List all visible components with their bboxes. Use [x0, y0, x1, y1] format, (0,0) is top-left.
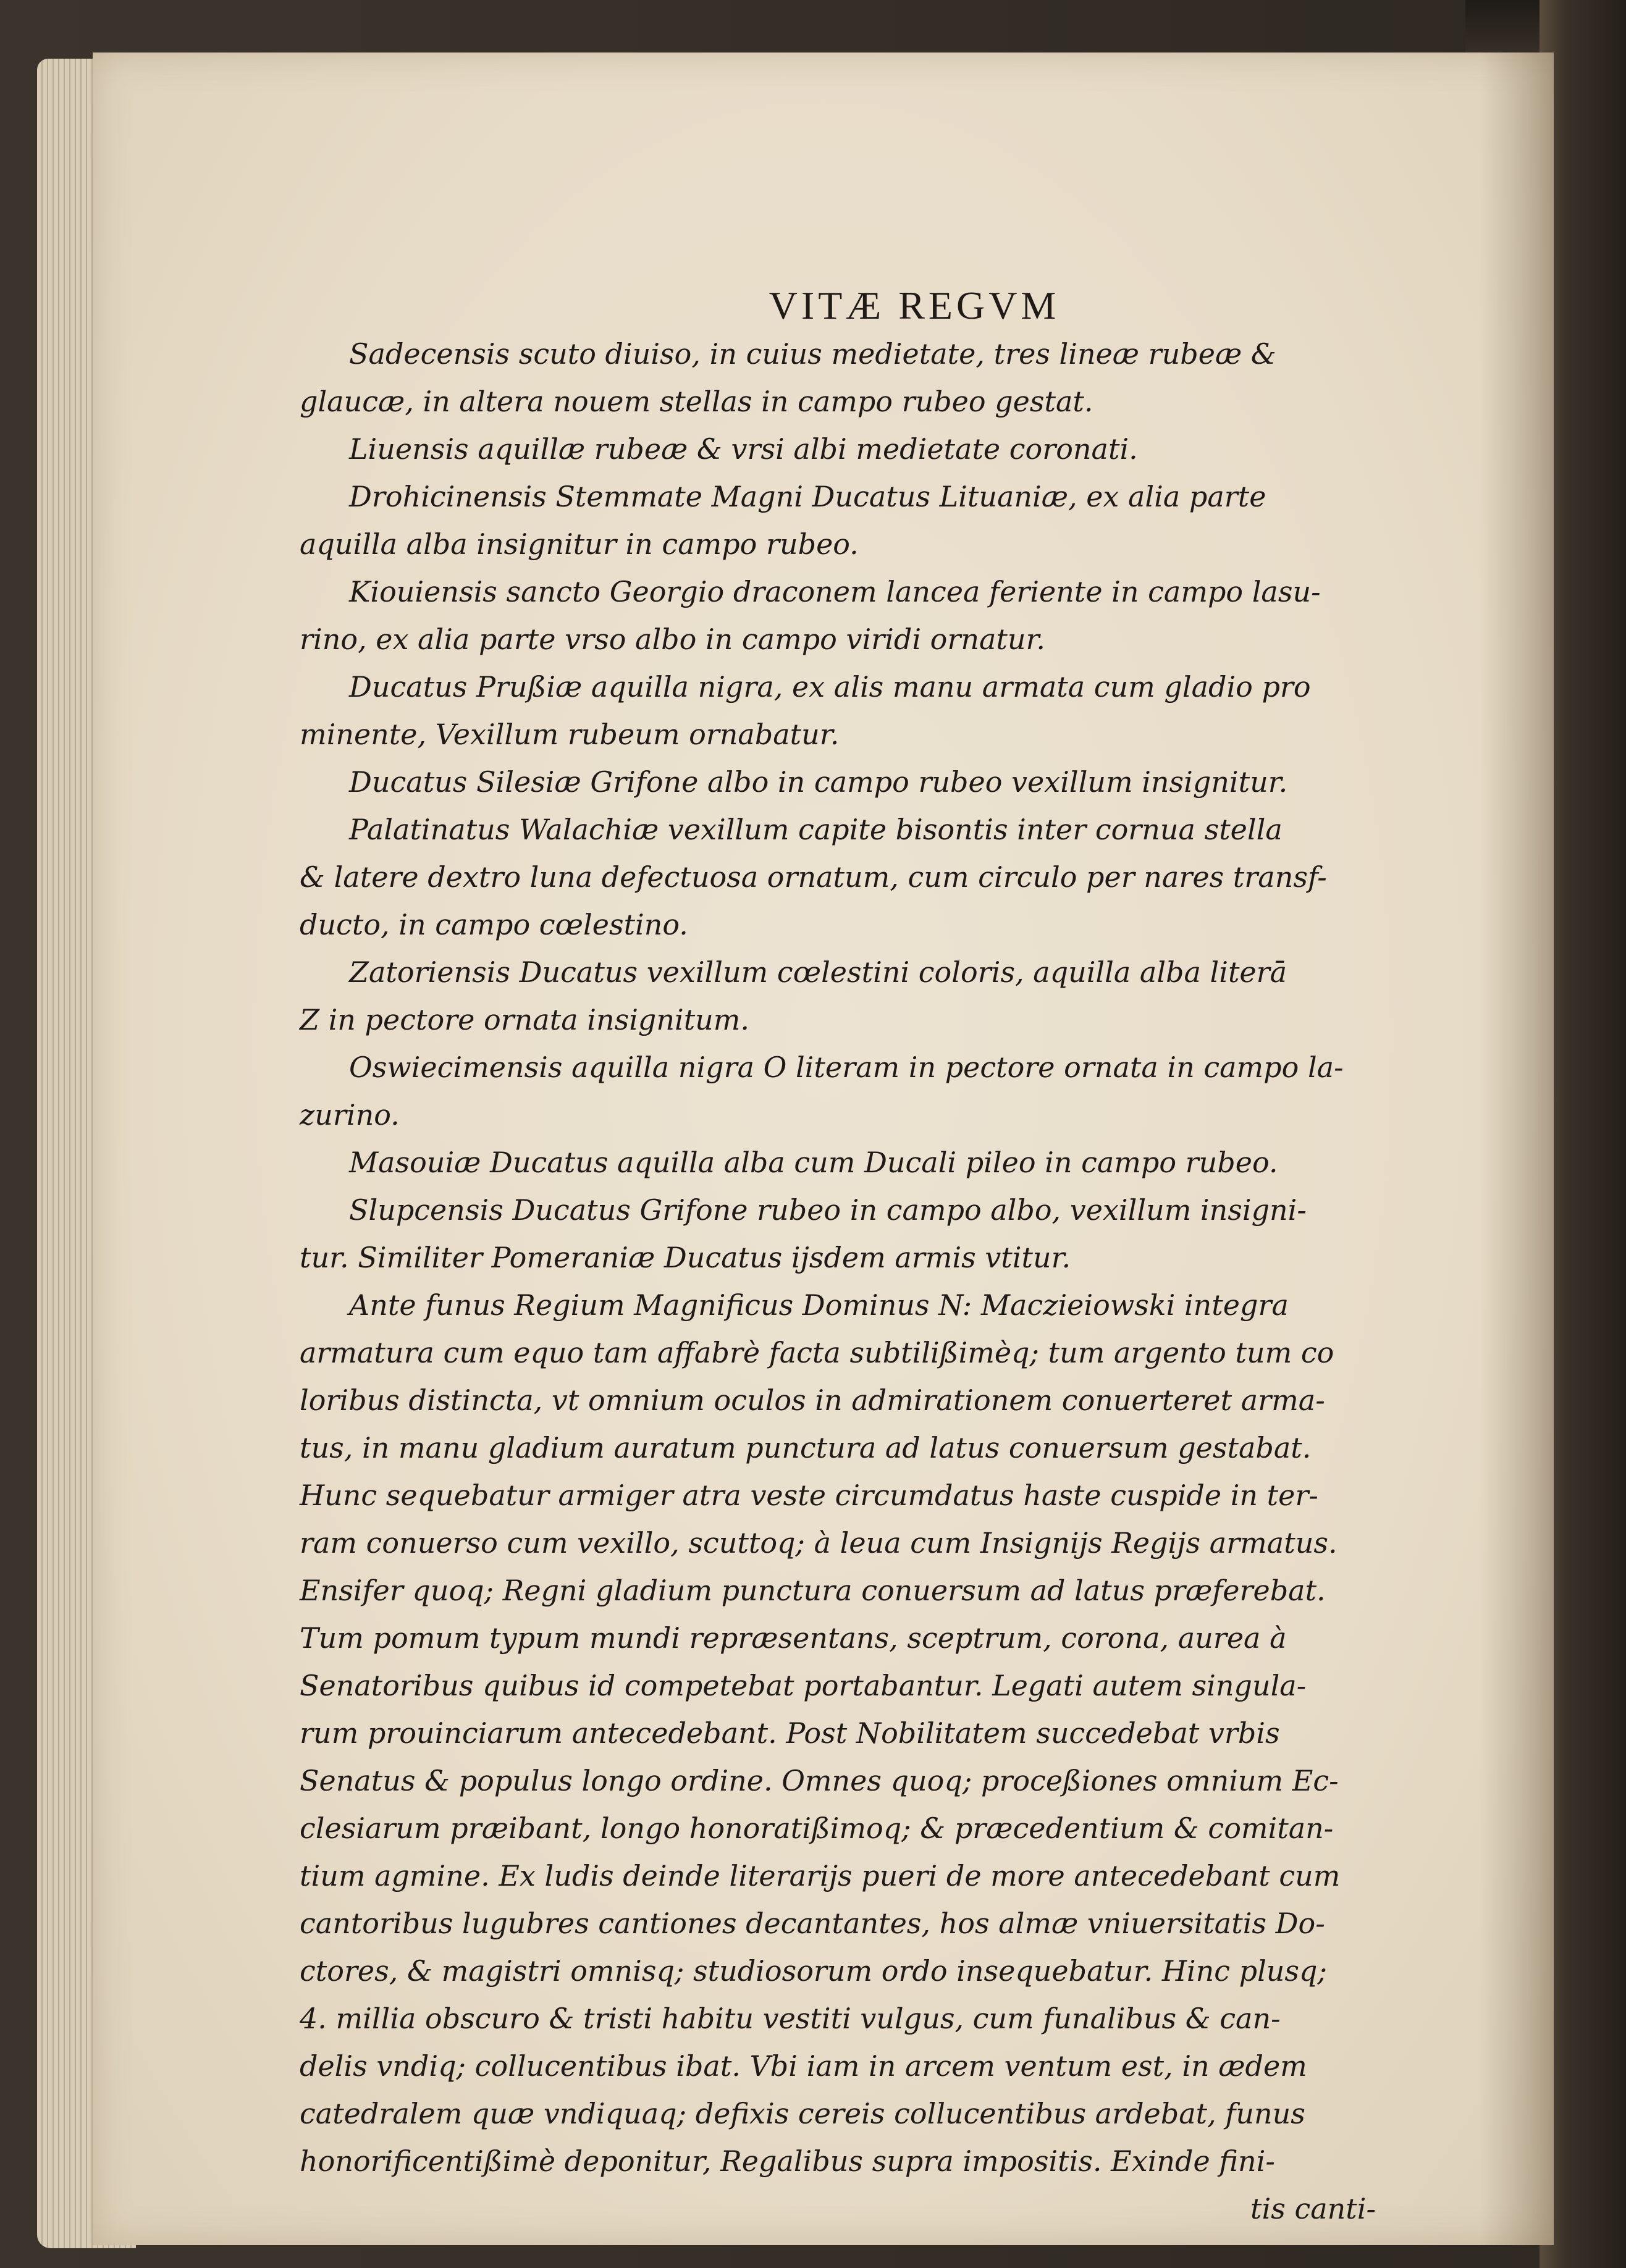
body-text	[300, 330, 1381, 2185]
text-line: ducto, in campo cœlestino.	[300, 908, 688, 941]
text-line: rum prouinciarum antecedebant. Post Nobilitatem succedebat vrbis	[300, 1716, 1280, 1750]
text-line: & latere dextro luna defectuosa ornatum, cum circulo per nares transf-	[300, 860, 1327, 894]
text-line: glaucæ, in altera nouem stellas in campo rubeo gestat.	[300, 385, 1093, 418]
text-line: rino, ex alia parte vrso albo in campo viridi ornatur.	[300, 623, 1046, 656]
text-line: 4. millia obscuro & tristi habitu vestiti vulgus, cum funalibus & can-	[300, 2002, 1281, 2035]
text-line: loribus distincta, vt omnium oculos in admirationem conuerteret arma-	[300, 1384, 1325, 1417]
text-line: Senatus & populus longo ordine. Omnes quoq; proceßiones omnium Ec-	[300, 1764, 1339, 1797]
text-line: ram conuerso cum vexillo, scuttoq; à leua cum Insignijs Regijs armatus.	[300, 1526, 1337, 1560]
text-line: Kiouiensis sancto Georgio draconem lancea feriente in campo lasu-	[349, 575, 1321, 608]
catchword: tis canti-	[1250, 2192, 1376, 2225]
text-line: Slupcensis Ducatus Grifone rubeo in campo albo, vexillum insigni-	[349, 1193, 1307, 1227]
text-line: Liuensis aquillæ rubeæ & vrsi albi medietate coronati.	[349, 432, 1138, 466]
text-line: Palatinatus Walachiæ vexillum capite bisontis inter cornua stella	[349, 813, 1283, 846]
text-line: Ensifer quoq; Regni gladium punctura conuersum ad latus præferebat.	[300, 1574, 1326, 1607]
text-line: Masouiæ Ducatus aquilla alba cum Ducali pileo in campo rubeo.	[349, 1146, 1278, 1179]
text-line: Senatoribus quibus id competebat portabantur. Legati autem singula-	[300, 1669, 1307, 1702]
text-line: Ante funus Regium Magnificus Dominus N: Maczieiowski integra	[349, 1288, 1289, 1322]
text-line: armatura cum equo tam affabrè facta subtilißimèq; tum argento tum co	[300, 1336, 1334, 1369]
text-line: Hunc sequebatur armiger atra veste circumdatus haste cuspide in ter-	[300, 1479, 1318, 1512]
text-line: tium agmine. Ex ludis deinde literarijs pueri de more antecedebant cum	[300, 1859, 1341, 1892]
text-line: zurino.	[300, 1098, 400, 1132]
page-content	[300, 219, 1381, 2233]
text-line: Drohicinensis Stemmate Magni Ducatus Lituaniæ, ex alia parte	[349, 480, 1266, 513]
running-head: VITÆ REGVM	[769, 284, 1060, 327]
text-line: Tum pomum typum mundi repræsentans, sceptrum, corona, aurea à	[300, 1621, 1287, 1655]
text-line: Sadecensis scuto diuiso, in cuius medietate, tres lineæ rubeæ &	[349, 337, 1276, 371]
text-line: ctores, & magistri omnisq; studiosorum ordo insequebatur. Hinc plusq;	[300, 1954, 1327, 1988]
text-line: delis vndiq; collucentibus ibat. Vbi iam in arcem ventum est, in ædem	[300, 2049, 1307, 2083]
text-line: Oswiecimensis aquilla nigra O literam in pectore ornata in campo la-	[349, 1051, 1344, 1084]
text-line: aquilla alba insignitur in campo rubeo.	[300, 527, 859, 561]
text-line: clesiarum præibant, longo honoratißimoq; & præcedentium & comitan-	[300, 1812, 1334, 1845]
gutter-shadow	[1480, 52, 1554, 2245]
text-line: Ducatus Prußiæ aquilla nigra, ex alis manu armata cum gladio pro	[349, 670, 1311, 704]
text-line: tus, in manu gladium auratum punctura ad latus conuersum gestabat.	[300, 1431, 1312, 1464]
text-line: tur. Similiter Pomeraniæ Ducatus ijsdem armis vtitur.	[300, 1241, 1071, 1274]
text-line: cantoribus lugubres cantiones decantantes, hos almæ vniuersitatis Do-	[300, 1907, 1325, 1940]
text-line: Ducatus Silesiæ Grifone albo in campo rubeo vexillum insignitur.	[349, 765, 1288, 799]
text-line: Zatoriensis Ducatus vexillum cœlestini coloris, aquilla alba literā	[349, 956, 1287, 989]
text-line: honorificentißimè deponitur, Regalibus supra impositis. Exinde fini-	[300, 2144, 1275, 2178]
text-line: Z in pectore ornata insignitum.	[300, 1003, 750, 1036]
text-line: catedralem quæ vndiquaq; defixis cereis collucentibus ardebat, funus	[300, 2097, 1305, 2130]
text-line: minente, Vexillum rubeum ornabatur.	[300, 718, 840, 751]
